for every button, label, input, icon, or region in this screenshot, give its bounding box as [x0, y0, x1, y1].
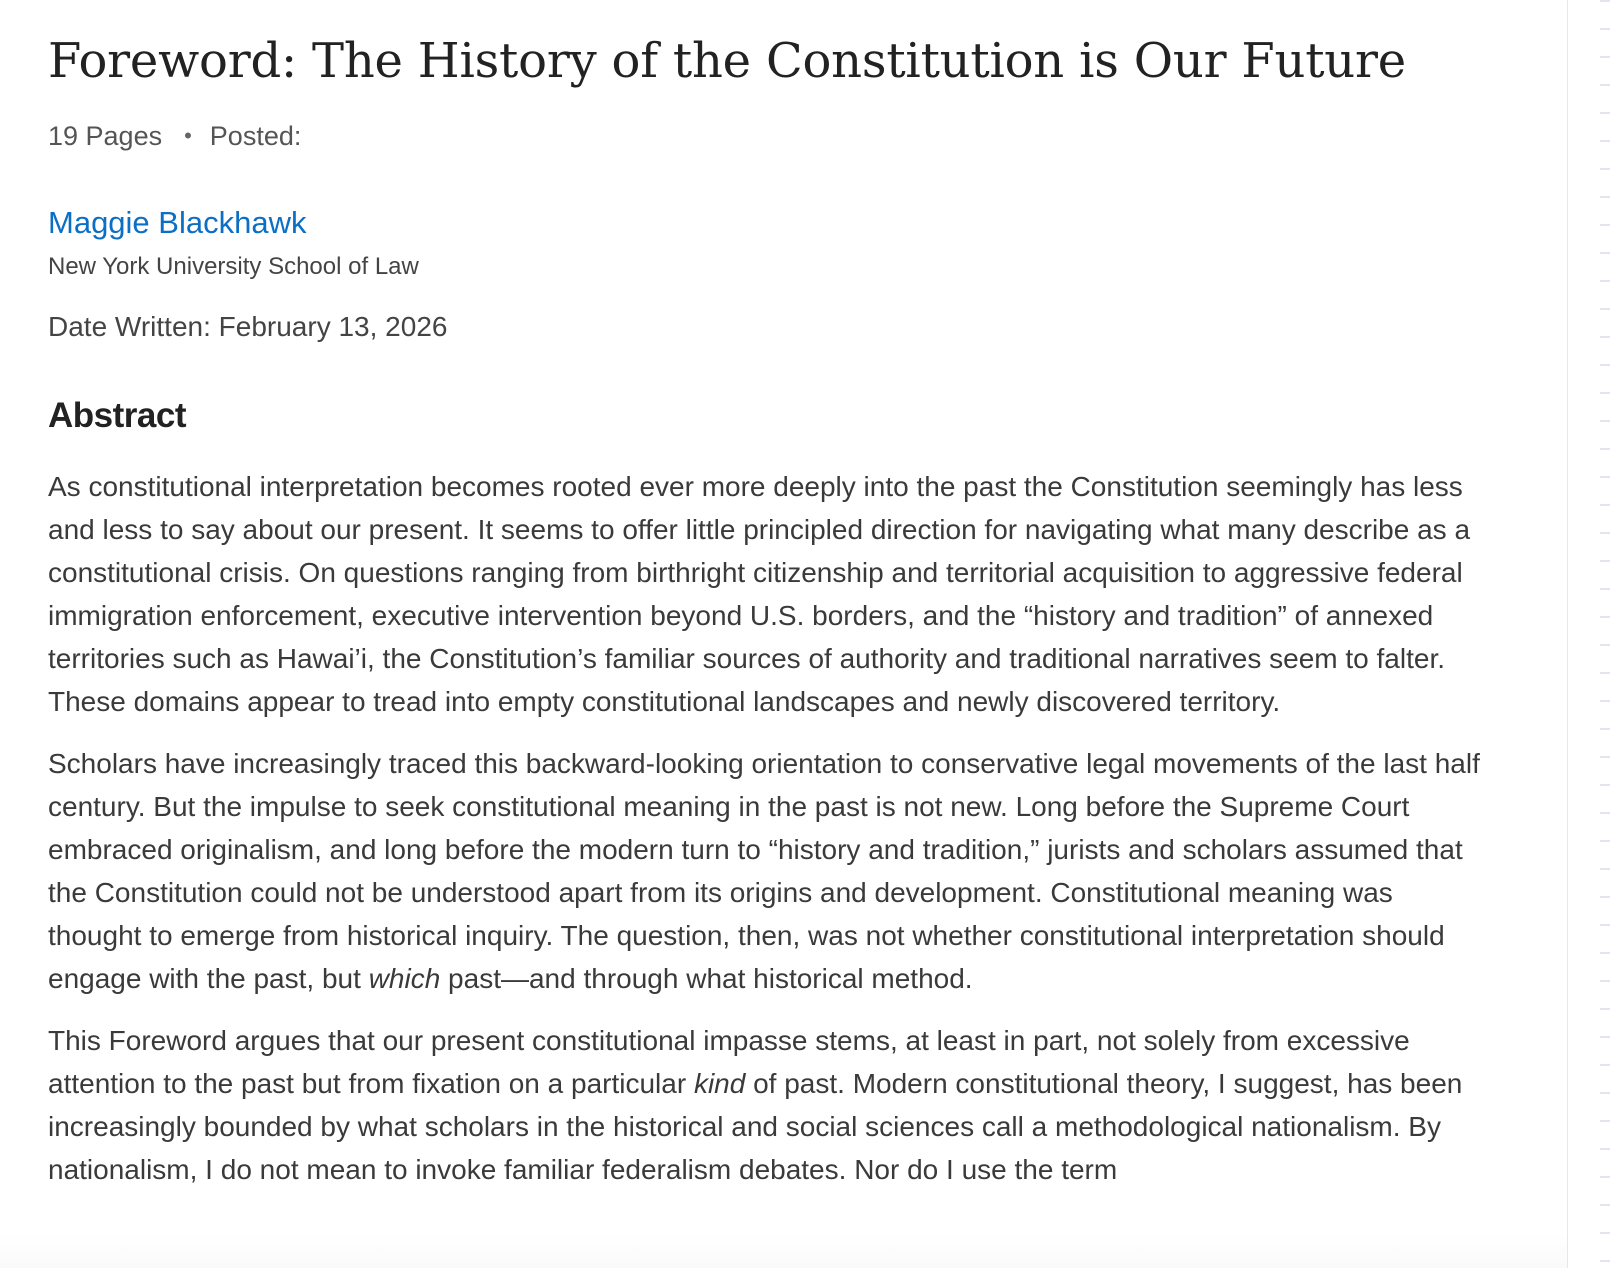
scrollbar-ticks: [1600, 0, 1610, 1268]
abstract-paragraph-1: As constitutional interpretation becomes rooted ever more deeply into the past the Constitution seemingly has less and less to say about our present. It seems to offer little principled direction for navigating what many describe as a constitutional crisis. On questions ranging from birthright citizenship and territorial acquisition to aggressive federal immigration enforcement, executive intervention beyond U.S. borders, and the “history and tradition” of annexed territories such as Hawai’i, the Constitution’s familiar sources of authority and traditional narratives seem to falter. These domains appear to tread into empty constitutional landscapes and newly discovered territory.: [48, 471, 1471, 717]
abstract-p3-text: This Foreword argues that our present constitutional impasse stems, at least in part, not solely from excessive attention to the past but from fixation on a particular: [48, 1025, 1410, 1099]
abstract-p2-text-end: past—and through what historical method.: [440, 963, 973, 994]
page-count: 19 Pages: [48, 121, 163, 151]
paper-title: Foreword: The History of the Constitution is Our Future: [48, 33, 1406, 89]
abstract-p3-text-end: of past. Modern constitutional theory, I suggest, has been increasingly bounded by what scholars in the historical and social sciences call a methodological nationalism. By nationalism, I do not mean to invoke familiar federalism debates. Nor do I use the term: [48, 1068, 1463, 1185]
abstract-heading: Abstract: [48, 396, 186, 435]
abstract-paragraph-3: [48, 1019, 1488, 1191]
separator-dot: •: [184, 123, 192, 148]
abstract-p2-text: Scholars have increasingly traced this backward-looking orientation to conservative legal movements of the last half century. But the impulse to seek constitutional meaning in the past is not new. Long before the Supreme Court embraced originalism, and long before the modern turn to “history and tradition,” jurists and scholars assumed that the Constitution could not be understood apart from its origins and development. Constitutional meaning was thought to emerge from historical inquiry. The question, then, was not whether constitutional interpretation should engage with the past, but: [48, 748, 1480, 994]
bottom-fade: [0, 1234, 1568, 1268]
author-link[interactable]: Maggie Blackhawk: [48, 205, 307, 240]
author-affiliation: New York University School of Law: [48, 253, 419, 280]
paper-meta: [48, 116, 301, 158]
abstract-p3-emphasis: kind: [693, 1068, 746, 1099]
vertical-scrollbar[interactable]: [1567, 0, 1610, 1268]
abstract-p2-emphasis: which: [368, 963, 441, 994]
abstract-paragraph-2: [48, 742, 1488, 1000]
date-written: Date Written: February 13, 2026: [48, 311, 448, 342]
posted-label: Posted:: [209, 121, 302, 151]
abstract-body: [48, 465, 1488, 1210]
